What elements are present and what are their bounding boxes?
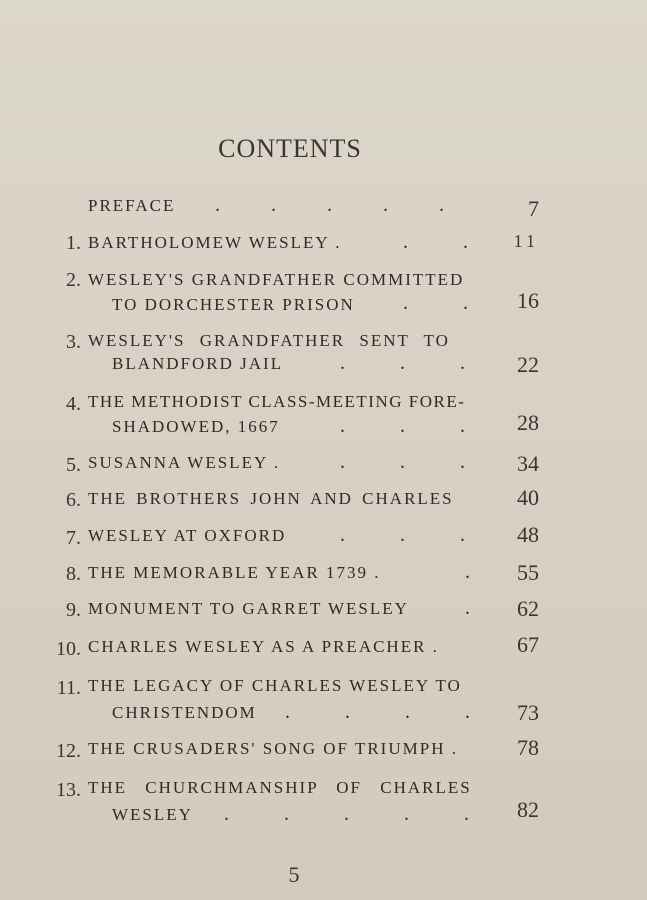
chapter-number: 13. — [56, 779, 81, 801]
entry-title: PREFACE — [88, 196, 176, 215]
page-number: 40 — [517, 485, 539, 510]
chapter-number: 9. — [66, 599, 81, 621]
page-number: 22 — [517, 352, 539, 377]
page-number: 34 — [517, 451, 539, 476]
chapter-number: 11. — [56, 677, 81, 699]
entry-title-continued: WESLEY — [112, 805, 193, 824]
leader-dots: . . . . . — [215, 194, 444, 216]
leader-dots: . . . — [340, 524, 465, 546]
page-number: 62 — [517, 596, 539, 621]
entry-title: SUSANNA WESLEY . — [88, 453, 281, 472]
leader-dots: . . — [403, 231, 468, 253]
page-number: 82 — [517, 797, 539, 822]
leader-dots: . . — [403, 292, 468, 314]
chapter-number: 7. — [66, 527, 81, 549]
entry-title: THE CHURCHMANSHIP OF CHARLES — [88, 778, 472, 797]
leader-dots: . — [465, 561, 470, 583]
chapter-number: 8. — [66, 563, 81, 585]
leader-dots: . . . — [340, 352, 465, 374]
page-folio: 5 — [288, 862, 300, 887]
page-number: 48 — [517, 522, 539, 547]
chapter-number: 3. — [66, 331, 81, 353]
leader-dots: . . . . — [285, 701, 470, 723]
leader-dots: . . . — [340, 415, 465, 437]
entry-title: THE LEGACY OF CHARLES WESLEY TO — [88, 676, 462, 695]
leader-dots: . — [465, 597, 470, 619]
entry-title: WESLEY AT OXFORD — [88, 526, 287, 545]
entry-title: THE MEMORABLE YEAR 1739 . — [88, 563, 381, 582]
chapter-number: 10. — [56, 638, 81, 660]
entry-title-continued: CHRISTENDOM — [112, 703, 257, 722]
entry-title: BARTHOLOMEW WESLEY . — [88, 233, 342, 252]
leader-dots: . . . . . — [224, 803, 469, 825]
chapter-number: 2. — [66, 269, 81, 291]
page-number: 55 — [517, 560, 539, 585]
page-number: 11 — [513, 231, 539, 251]
page-number: 16 — [517, 288, 539, 313]
entry-title: THE CRUSADERS' SONG OF TRIUMPH . — [88, 739, 458, 758]
entry-title: THE BROTHERS JOHN AND CHARLES — [88, 489, 454, 508]
leader-dots: . . . — [340, 451, 465, 473]
chapter-number: 4. — [66, 393, 81, 415]
page-number: 78 — [517, 735, 539, 760]
entry-title: THE METHODIST CLASS-MEETING FORE- — [88, 392, 466, 411]
contents-heading: CONTENTS — [218, 134, 362, 163]
entry-title: CHARLES WESLEY AS A PREACHER . — [88, 637, 439, 656]
chapter-number: 1. — [66, 232, 81, 254]
entry-title: MONUMENT TO GARRET WESLEY — [88, 599, 409, 618]
entry-title-continued: SHADOWED, 1667 — [112, 417, 280, 436]
entry-title: WESLEY'S GRANDFATHER SENT TO — [88, 331, 450, 350]
entry-title: WESLEY'S GRANDFATHER COMMITTED — [88, 270, 465, 289]
page-number: 73 — [517, 700, 539, 725]
chapter-number: 6. — [66, 489, 81, 511]
page-number: 7 — [528, 196, 539, 221]
entry-title-continued: BLANDFORD JAIL — [112, 354, 284, 373]
entry-title-continued: TO DORCHESTER PRISON — [112, 295, 355, 314]
page-number: 28 — [517, 410, 539, 435]
chapter-number: 5. — [66, 454, 81, 476]
page-number: 67 — [517, 632, 539, 657]
chapter-number: 12. — [56, 740, 81, 762]
